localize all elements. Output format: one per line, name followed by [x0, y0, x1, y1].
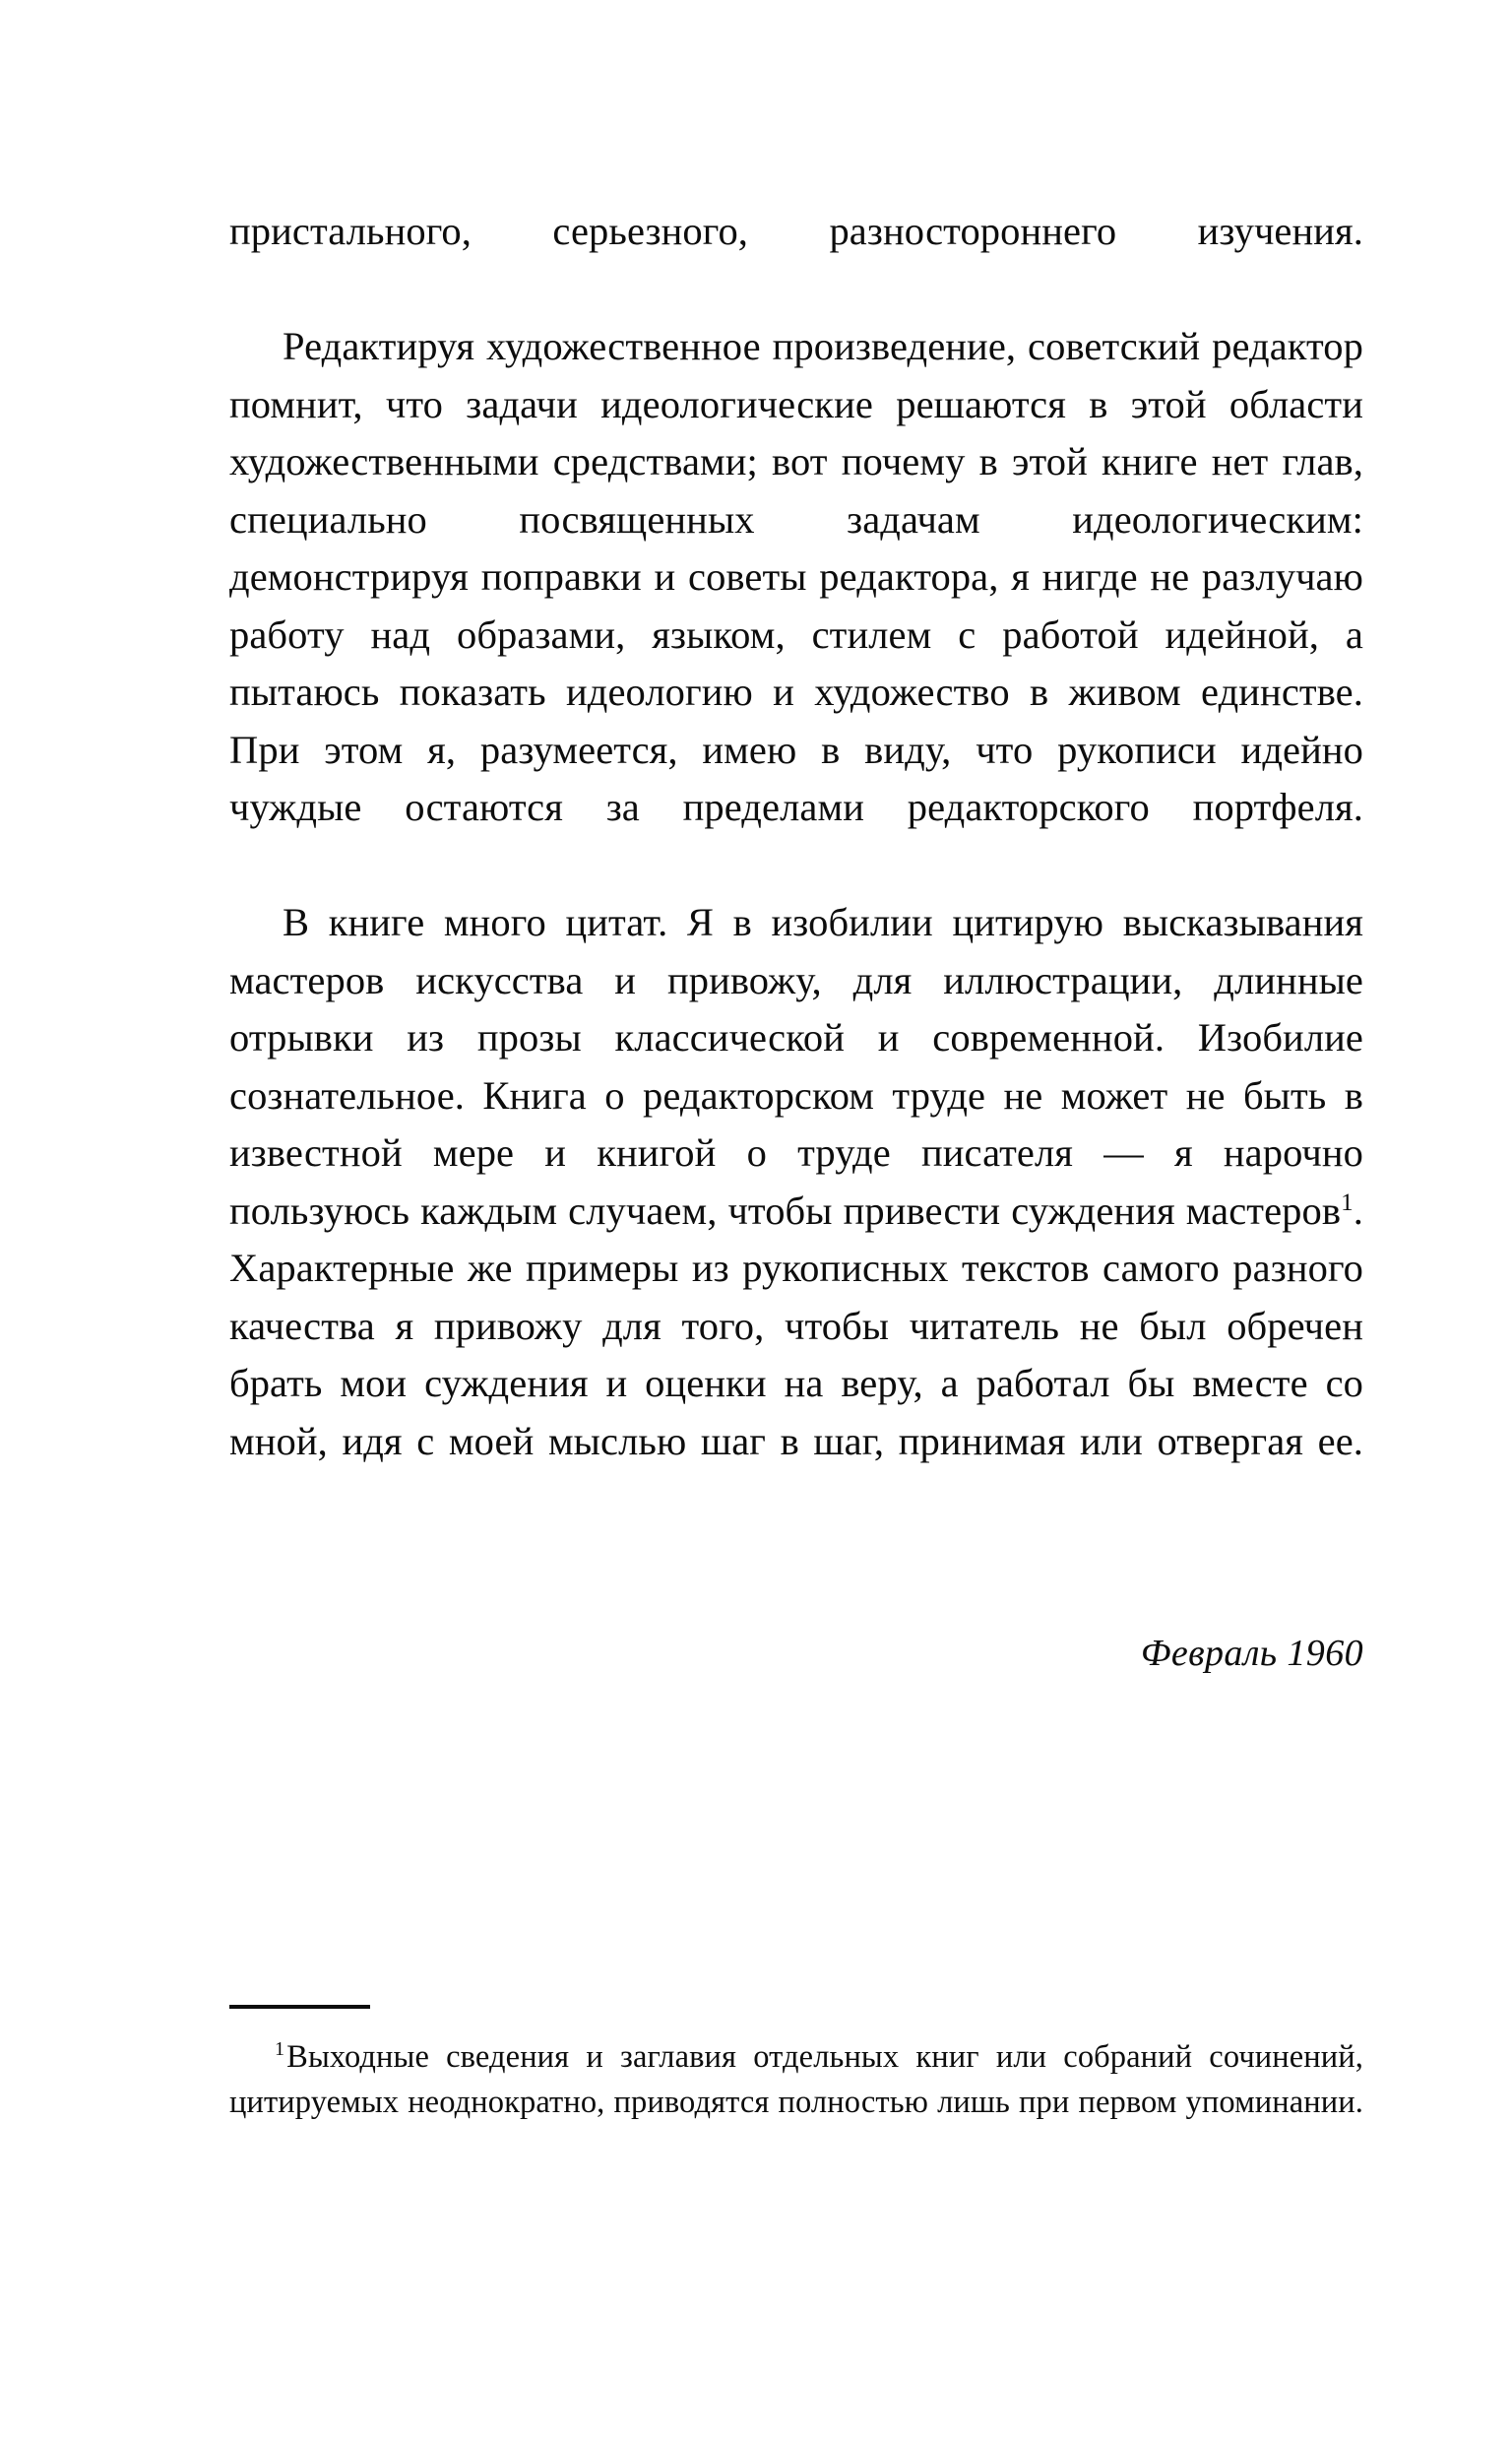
- footnote-body-text: Выходные сведения и заглавия отдельных книг или собраний сочинений, цитируемых неоднократно, приводятся полностью лишь при первом упоминании.: [229, 2039, 1363, 2120]
- footnote-marker: 1: [275, 2037, 285, 2060]
- footnote-entry: [229, 2034, 1363, 2170]
- footnote-reference-marker[interactable]: 1: [1341, 1189, 1354, 1216]
- paragraph-quotations: [229, 894, 1363, 1528]
- paragraph-quotations-part-two: . Характерные же примеры из рукописных текстов самого разного качества я привожу для того, чтобы читатель не был обречен брать мои суждения и оценки на веру, а работал бы вместе со мной, идя с моей мыслью шаг в шаг, принимая или отвергая ее.: [229, 1188, 1363, 1463]
- paragraph-continued: пристального, серьезного, разностороннего изучения.: [229, 209, 1363, 253]
- date-line: Февраль 1960: [1140, 1633, 1363, 1674]
- text-column: [229, 203, 1363, 1528]
- footnote-separator-rule: [229, 2005, 370, 2009]
- paragraph-quotations-part-one: В книге много цитат. Я в изобилии цитирую высказывания мастеров искусства и привожу, для иллюстрации, длинные отрывки из прозы классической и современной. Изобилие сознательное. Книга о редакторском труде не может не быть в известной мере и книгой о труде писателя — я нарочно пользуюсь каждым случаем, чтобы привести суждения мастеров: [229, 900, 1363, 1233]
- paragraph-editing-artwork: Редактируя художественное произведение, советский редактор помнит, что задачи идеологические решаются в этой области художественными средствами; вот почему в этой книге нет глав, специально посвященных задачам идеологическим: демонстрируя поправки и советы редактора, я нигде не разлучаю работу над образами, языком, стилем с работой идейной, а пытаюсь показать идеологию и художество в живом единстве. При этом я, разумеется, имею в виду, что рукописи идейно чуждые остаются за пределами редакторского портфеля.: [229, 324, 1363, 829]
- footnote-block: [229, 2005, 1363, 2170]
